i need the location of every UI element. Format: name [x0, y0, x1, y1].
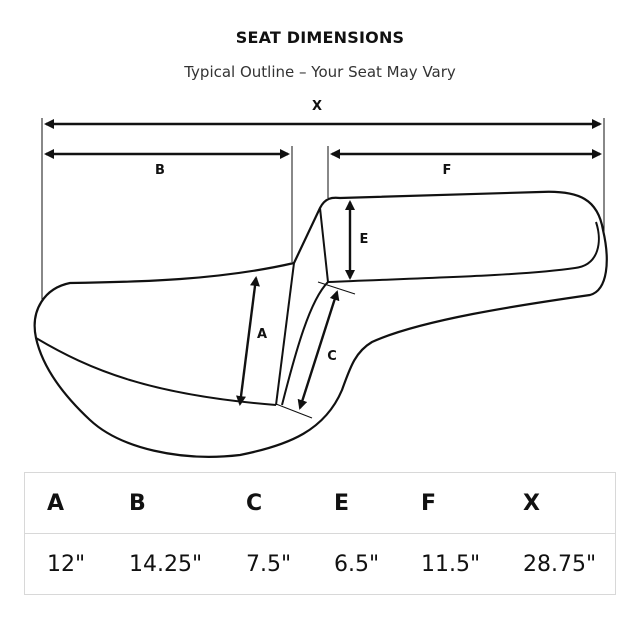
extension-lines [42, 118, 604, 418]
seat-pillion-base [328, 222, 599, 282]
dim-b-label: B [155, 163, 165, 178]
page-title: SEAT DIMENSIONS [235, 28, 405, 47]
table-cell: 28.75" [501, 534, 616, 595]
table-cell: 11.5" [399, 534, 501, 595]
table-header-cell: C [224, 473, 312, 534]
dimensions-table [24, 472, 616, 595]
table-header-cell: A [25, 473, 108, 534]
table-header-cell: B [107, 473, 224, 534]
dim-a-label: A [256, 327, 268, 342]
table-header-cell: E [312, 473, 399, 534]
dim-c-label: C [327, 349, 337, 364]
seat-outline [35, 192, 607, 457]
dimension-arrows [46, 124, 600, 408]
dim-f-label: F [442, 163, 452, 178]
table-header-row [25, 473, 616, 534]
table-cell: 12" [25, 534, 108, 595]
table-cell: 14.25" [107, 534, 224, 595]
dim-e-label: E [359, 232, 369, 247]
seat-riser-front [276, 263, 294, 405]
dim-x-label: X [311, 99, 323, 114]
table-header-cell: F [399, 473, 501, 534]
page-subtitle: Typical Outline – Your Seat May Vary [184, 63, 456, 81]
dim-a-arrow [240, 278, 256, 404]
table-cell: 6.5" [312, 534, 399, 595]
table-row [25, 534, 616, 595]
table-header-cell: X [501, 473, 616, 534]
table-cell: 7.5" [224, 534, 312, 595]
